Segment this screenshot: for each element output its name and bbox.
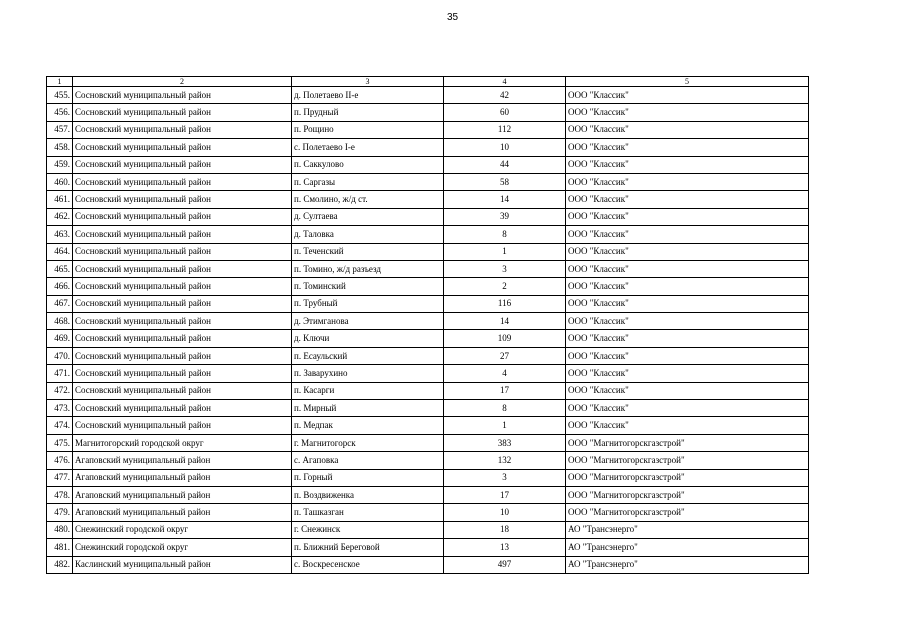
table-body <box>47 87 809 574</box>
settlement-cell: д. Полетаево II-е <box>292 87 444 104</box>
row-number-cell: 470. <box>47 347 73 364</box>
table-row <box>47 469 809 486</box>
settlement-cell: п. Заварухино <box>292 365 444 382</box>
count-cell: 497 <box>444 556 566 573</box>
table-row <box>47 156 809 173</box>
organization-cell: ООО "Магнитогорскгазстрой" <box>566 434 809 451</box>
table-row <box>47 521 809 538</box>
district-cell: Снежинский городской округ <box>73 521 292 538</box>
row-number-cell: 468. <box>47 313 73 330</box>
column-header: 3 <box>292 77 444 87</box>
settlement-cell: п. Есаульский <box>292 347 444 364</box>
district-cell: Сосновский муниципальный район <box>73 243 292 260</box>
row-number-cell: 477. <box>47 469 73 486</box>
settlement-cell: д. Ключи <box>292 330 444 347</box>
table-header-row <box>47 77 809 87</box>
table-row <box>47 139 809 156</box>
organization-cell: ООО "Классик" <box>566 121 809 138</box>
settlement-cell: д. Таловка <box>292 226 444 243</box>
district-cell: Сосновский муниципальный район <box>73 382 292 399</box>
count-cell: 132 <box>444 452 566 469</box>
table-row <box>47 504 809 521</box>
row-number-cell: 481. <box>47 539 73 556</box>
organization-cell: ООО "Классик" <box>566 278 809 295</box>
count-cell: 27 <box>444 347 566 364</box>
district-cell: Агаповский муниципальный район <box>73 469 292 486</box>
district-cell: Снежинский городской округ <box>73 539 292 556</box>
count-cell: 8 <box>444 400 566 417</box>
district-cell: Сосновский муниципальный район <box>73 139 292 156</box>
table-row <box>47 434 809 451</box>
district-cell: Сосновский муниципальный район <box>73 87 292 104</box>
count-cell: 109 <box>444 330 566 347</box>
row-number-cell: 482. <box>47 556 73 573</box>
row-number-cell: 480. <box>47 521 73 538</box>
settlement-cell: п. Медпак <box>292 417 444 434</box>
district-cell: Сосновский муниципальный район <box>73 313 292 330</box>
settlement-cell: п. Трубный <box>292 295 444 312</box>
organization-cell: ООО "Классик" <box>566 330 809 347</box>
row-number-cell: 479. <box>47 504 73 521</box>
settlement-cell: с. Агаповка <box>292 452 444 469</box>
table-row <box>47 417 809 434</box>
district-cell: Сосновский муниципальный район <box>73 347 292 364</box>
row-number-cell: 463. <box>47 226 73 243</box>
count-cell: 10 <box>444 504 566 521</box>
table-row <box>47 243 809 260</box>
settlement-cell: г. Снежинск <box>292 521 444 538</box>
row-number-cell: 478. <box>47 486 73 503</box>
count-cell: 44 <box>444 156 566 173</box>
organization-cell: ООО "Классик" <box>566 400 809 417</box>
column-header: 2 <box>73 77 292 87</box>
count-cell: 13 <box>444 539 566 556</box>
organization-cell: ООО "Классик" <box>566 104 809 121</box>
settlement-cell: г. Магнитогорск <box>292 434 444 451</box>
organization-cell: ООО "Магнитогорскгазстрой" <box>566 469 809 486</box>
row-number-cell: 456. <box>47 104 73 121</box>
table-row <box>47 330 809 347</box>
settlement-cell: п. Воздвиженка <box>292 486 444 503</box>
row-number-cell: 471. <box>47 365 73 382</box>
table-row <box>47 260 809 277</box>
district-cell: Сосновский муниципальный район <box>73 156 292 173</box>
organization-cell: ООО "Классик" <box>566 191 809 208</box>
district-cell: Сосновский муниципальный район <box>73 260 292 277</box>
organization-cell: ООО "Классик" <box>566 365 809 382</box>
row-number-cell: 473. <box>47 400 73 417</box>
district-cell: Сосновский муниципальный район <box>73 191 292 208</box>
organization-cell: ООО "Классик" <box>566 347 809 364</box>
organization-cell: ООО "Классик" <box>566 156 809 173</box>
district-cell: Сосновский муниципальный район <box>73 365 292 382</box>
column-header: 4 <box>444 77 566 87</box>
count-cell: 42 <box>444 87 566 104</box>
row-number-cell: 455. <box>47 87 73 104</box>
count-cell: 60 <box>444 104 566 121</box>
row-number-cell: 460. <box>47 173 73 190</box>
table-row <box>47 295 809 312</box>
table-row <box>47 382 809 399</box>
count-cell: 116 <box>444 295 566 312</box>
count-cell: 18 <box>444 521 566 538</box>
table-row <box>47 208 809 225</box>
row-number-cell: 458. <box>47 139 73 156</box>
settlement-cell: п. Томинский <box>292 278 444 295</box>
row-number-cell: 474. <box>47 417 73 434</box>
district-cell: Сосновский муниципальный район <box>73 226 292 243</box>
settlement-cell: п. Горный <box>292 469 444 486</box>
count-cell: 10 <box>444 139 566 156</box>
organization-cell: ООО "Классик" <box>566 226 809 243</box>
district-cell: Агаповский муниципальный район <box>73 504 292 521</box>
count-cell: 39 <box>444 208 566 225</box>
table-row <box>47 452 809 469</box>
settlement-cell: п. Прудный <box>292 104 444 121</box>
row-number-cell: 475. <box>47 434 73 451</box>
organization-cell: ООО "Классик" <box>566 208 809 225</box>
organization-cell: ООО "Магнитогорскгазстрой" <box>566 504 809 521</box>
count-cell: 8 <box>444 226 566 243</box>
settlement-cell: п. Томино, ж/д разъезд <box>292 260 444 277</box>
district-cell: Агаповский муниципальный район <box>73 452 292 469</box>
row-number-cell: 469. <box>47 330 73 347</box>
table-row <box>47 486 809 503</box>
settlement-cell: д. Этимганова <box>292 313 444 330</box>
row-number-cell: 466. <box>47 278 73 295</box>
row-number-cell: 467. <box>47 295 73 312</box>
district-cell: Сосновский муниципальный район <box>73 278 292 295</box>
table-row <box>47 278 809 295</box>
organization-cell: ООО "Магнитогорскгазстрой" <box>566 486 809 503</box>
district-cell: Агаповский муниципальный район <box>73 486 292 503</box>
settlement-cell: д. Султаева <box>292 208 444 225</box>
district-cell: Магнитогорский городской округ <box>73 434 292 451</box>
settlement-cell: п. Смолино, ж/д ст. <box>292 191 444 208</box>
settlement-cell: п. Ближний Береговой <box>292 539 444 556</box>
column-header: 1 <box>47 77 73 87</box>
settlement-cell: п. Саргазы <box>292 173 444 190</box>
settlement-cell: п. Рощино <box>292 121 444 138</box>
organization-cell: ООО "Классик" <box>566 243 809 260</box>
district-cell: Сосновский муниципальный район <box>73 173 292 190</box>
count-cell: 3 <box>444 469 566 486</box>
column-header: 5 <box>566 77 809 87</box>
organization-cell: ООО "Классик" <box>566 382 809 399</box>
count-cell: 3 <box>444 260 566 277</box>
row-number-cell: 465. <box>47 260 73 277</box>
settlement-cell: п. Теченский <box>292 243 444 260</box>
settlement-cell: с. Воскресенское <box>292 556 444 573</box>
table-row <box>47 104 809 121</box>
count-cell: 14 <box>444 313 566 330</box>
table-row <box>47 121 809 138</box>
district-cell: Каслинский муниципальный район <box>73 556 292 573</box>
table-row <box>47 539 809 556</box>
row-number-cell: 457. <box>47 121 73 138</box>
count-cell: 14 <box>444 191 566 208</box>
data-table <box>46 76 809 574</box>
district-cell: Сосновский муниципальный район <box>73 330 292 347</box>
table-row <box>47 313 809 330</box>
organization-cell: ООО "Классик" <box>566 173 809 190</box>
district-cell: Сосновский муниципальный район <box>73 295 292 312</box>
table-row <box>47 191 809 208</box>
district-cell: Сосновский муниципальный район <box>73 121 292 138</box>
organization-cell: ООО "Классик" <box>566 313 809 330</box>
row-number-cell: 472. <box>47 382 73 399</box>
count-cell: 17 <box>444 486 566 503</box>
organization-cell: ООО "Классик" <box>566 417 809 434</box>
table-row <box>47 556 809 573</box>
settlement-cell: п. Мирный <box>292 400 444 417</box>
table-row <box>47 365 809 382</box>
table-row <box>47 226 809 243</box>
row-number-cell: 462. <box>47 208 73 225</box>
district-cell: Сосновский муниципальный район <box>73 104 292 121</box>
district-cell: Сосновский муниципальный район <box>73 417 292 434</box>
table-row <box>47 87 809 104</box>
settlement-cell: с. Полетаево I-е <box>292 139 444 156</box>
row-number-cell: 459. <box>47 156 73 173</box>
table-row <box>47 347 809 364</box>
organization-cell: ООО "Классик" <box>566 87 809 104</box>
organization-cell: ООО "Магнитогорскгазстрой" <box>566 452 809 469</box>
settlement-cell: п. Саккулово <box>292 156 444 173</box>
district-cell: Сосновский муниципальный район <box>73 400 292 417</box>
count-cell: 2 <box>444 278 566 295</box>
count-cell: 383 <box>444 434 566 451</box>
page-number: 35 <box>446 12 459 23</box>
organization-cell: ООО "Классик" <box>566 260 809 277</box>
organization-cell: ООО "Классик" <box>566 295 809 312</box>
settlement-cell: п. Ташказган <box>292 504 444 521</box>
row-number-cell: 464. <box>47 243 73 260</box>
row-number-cell: 476. <box>47 452 73 469</box>
count-cell: 17 <box>444 382 566 399</box>
organization-cell: АО "Трансэнерго" <box>566 539 809 556</box>
organization-cell: АО "Трансэнерго" <box>566 556 809 573</box>
row-number-cell: 461. <box>47 191 73 208</box>
settlement-cell: п. Касарги <box>292 382 444 399</box>
table-row <box>47 173 809 190</box>
count-cell: 58 <box>444 173 566 190</box>
count-cell: 1 <box>444 243 566 260</box>
organization-cell: АО "Трансэнерго" <box>566 521 809 538</box>
count-cell: 1 <box>444 417 566 434</box>
count-cell: 112 <box>444 121 566 138</box>
count-cell: 4 <box>444 365 566 382</box>
table-row <box>47 400 809 417</box>
district-cell: Сосновский муниципальный район <box>73 208 292 225</box>
organization-cell: ООО "Классик" <box>566 139 809 156</box>
